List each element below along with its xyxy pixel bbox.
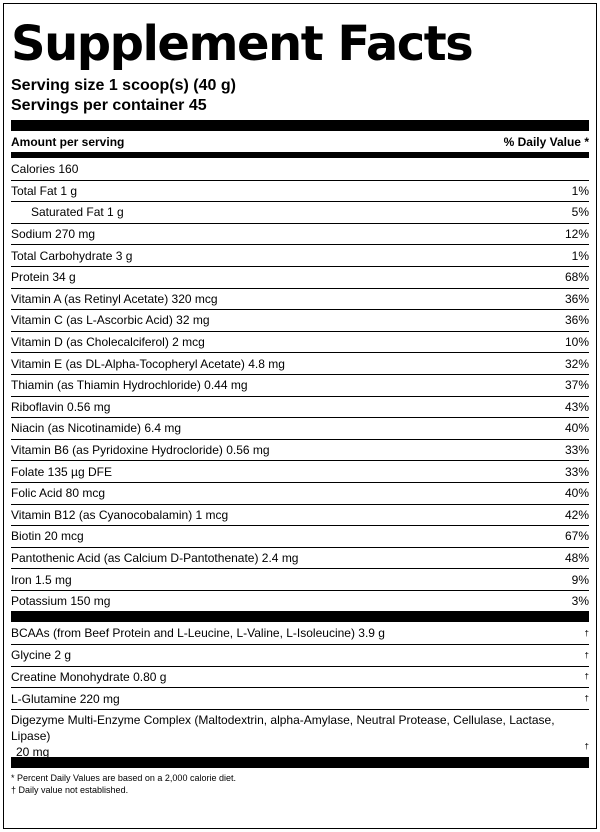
nutrient-row: [11, 504, 589, 526]
nutrient-name: Folate 135 µg DFE: [11, 464, 112, 479]
nutrient-dv: 40%: [564, 421, 589, 436]
nutrient-name: Riboflavin 0.56 mg: [11, 399, 111, 414]
nutrient-list: [11, 158, 589, 611]
nutrient-dv: 36%: [564, 291, 589, 306]
nutrient-dv: 12%: [564, 227, 589, 242]
nutrient-name: Vitamin A (as Retinyl Acetate) 320 mcg: [11, 291, 218, 306]
dagger-mark: †: [584, 694, 589, 704]
nutrient-row: [11, 352, 589, 374]
nutrient-row: [11, 460, 589, 482]
nutrient-dv: 1%: [571, 183, 589, 198]
dagger-mark: †: [584, 628, 589, 638]
nutrient-dv: 42%: [564, 507, 589, 522]
nutrient-name: Iron 1.5 mg: [11, 572, 72, 587]
nutrient-dv: 40%: [564, 486, 589, 501]
thick-divider: [11, 611, 589, 622]
ingredient-name: Glycine 2 g: [11, 648, 72, 663]
nutrient-name: Vitamin B12 (as Cyanocobalamin) 1 mcg: [11, 507, 229, 522]
ingredient-name: BCAAs (from Beef Protein and L-Leucine, L-Valine, L-Isoleucine) 3.9 g: [11, 626, 385, 641]
nutrient-row: [11, 439, 589, 461]
enzyme-complex-amount: 20 mg: [16, 744, 50, 759]
nutrient-row: [11, 309, 589, 331]
nutrient-dv: 67%: [564, 529, 589, 544]
nutrient-name: Folic Acid 80 mcg: [11, 486, 106, 501]
nutrient-name: Niacin (as Nicotinamide) 6.4 mg: [11, 421, 182, 436]
ingredient-name: L-Glutamine 220 mg: [11, 691, 120, 706]
nutrient-row: [11, 158, 589, 180]
nutrient-name: Biotin 20 mcg: [11, 529, 84, 544]
column-header: [11, 131, 589, 152]
nutrient-dv: 10%: [564, 335, 589, 350]
dagger-mark: †: [584, 672, 589, 682]
label-title: Supplement Facts: [11, 16, 473, 72]
nutrient-name: Sodium 270 mg: [11, 227, 96, 242]
nutrient-dv: 1%: [571, 248, 589, 263]
nutrient-row: [11, 525, 589, 547]
dagger-mark: †: [584, 650, 589, 660]
nutrient-name: Total Carbohydrate 3 g: [11, 248, 133, 263]
nutrient-name: Calories 160: [11, 161, 79, 176]
nutrient-name: Protein 34 g: [11, 270, 76, 285]
nutrient-dv: 33%: [564, 464, 589, 479]
servings-per-container: Servings per container 45: [11, 97, 207, 114]
nutrient-dv: 3%: [571, 594, 589, 609]
nutrient-row: [11, 396, 589, 418]
nutrient-row: [11, 417, 589, 439]
nutrient-dv: 36%: [564, 313, 589, 328]
nutrient-name: Thiamin (as Thiamin Hydrochloride) 0.44 mg: [11, 378, 248, 393]
ingredient-row: [11, 644, 589, 666]
nutrient-name: Potassium 150 mg: [11, 594, 111, 609]
nutrient-row: [11, 288, 589, 310]
other-ingredients-list: [11, 622, 589, 759]
ingredient-row: [11, 666, 589, 688]
nutrient-dv: 48%: [564, 550, 589, 565]
nutrient-row: [11, 590, 589, 612]
nutrient-name: Pantothenic Acid (as Calcium D-Pantothenate) 2.4 mg: [11, 550, 299, 565]
daily-value-footnote: * Percent Daily Values are based on a 2,000 calorie diet.: [11, 772, 236, 783]
nutrient-name: Vitamin D (as Cholecalciferol) 2 mcg: [11, 335, 205, 350]
nutrient-name: Vitamin E (as DL-Alpha-Tocopheryl Acetate) 4.8 mg: [11, 356, 285, 371]
thick-divider: [11, 120, 589, 131]
daily-value-heading: % Daily Value *: [503, 134, 589, 149]
nutrient-name: Vitamin C (as L-Ascorbic Acid) 32 mg: [11, 313, 210, 328]
nutrient-name: Saturated Fat 1 g: [31, 205, 124, 220]
ingredient-name: [11, 712, 585, 760]
nutrient-row: [11, 223, 589, 245]
supplement-facts-label: [3, 3, 597, 829]
ingredient-row: [11, 687, 589, 709]
nutrient-row: [11, 374, 589, 396]
nutrient-dv: 68%: [564, 270, 589, 285]
nutrient-dv: 5%: [571, 205, 589, 220]
enzyme-complex-name: Digezyme Multi-Enzyme Complex (Maltodextrin, alpha-Amylase, Neutral Protease, Cellulase, Lactase, Lipase): [11, 712, 555, 743]
nutrient-dv: 9%: [571, 572, 589, 587]
nutrient-row: [11, 244, 589, 266]
footnotes: [11, 768, 589, 796]
nutrient-dv: 33%: [564, 443, 589, 458]
nutrient-row: [11, 331, 589, 353]
nutrient-name: Total Fat 1 g: [11, 183, 78, 198]
nutrient-dv: 32%: [564, 356, 589, 371]
nutrient-row: [11, 201, 589, 223]
not-established-footnote: † Daily value not established.: [11, 784, 129, 795]
nutrient-row: [11, 482, 589, 504]
serving-size: Serving size 1 scoop(s) (40 g): [11, 77, 236, 94]
nutrient-row: [11, 180, 589, 202]
nutrient-name: Vitamin B6 (as Pyridoxine Hydrocloride) 0.56 mg: [11, 443, 270, 458]
ingredient-row: [11, 709, 589, 757]
ingredient-name: Creatine Monohydrate 0.80 g: [11, 669, 167, 684]
amount-per-serving-heading: Amount per serving: [11, 134, 125, 149]
dagger-mark: †: [584, 741, 589, 751]
nutrient-row: [11, 266, 589, 288]
nutrient-row: [11, 547, 589, 569]
nutrient-dv: 37%: [564, 378, 589, 393]
nutrient-row: [11, 568, 589, 590]
nutrient-dv: 43%: [564, 399, 589, 414]
ingredient-row: [11, 622, 589, 644]
